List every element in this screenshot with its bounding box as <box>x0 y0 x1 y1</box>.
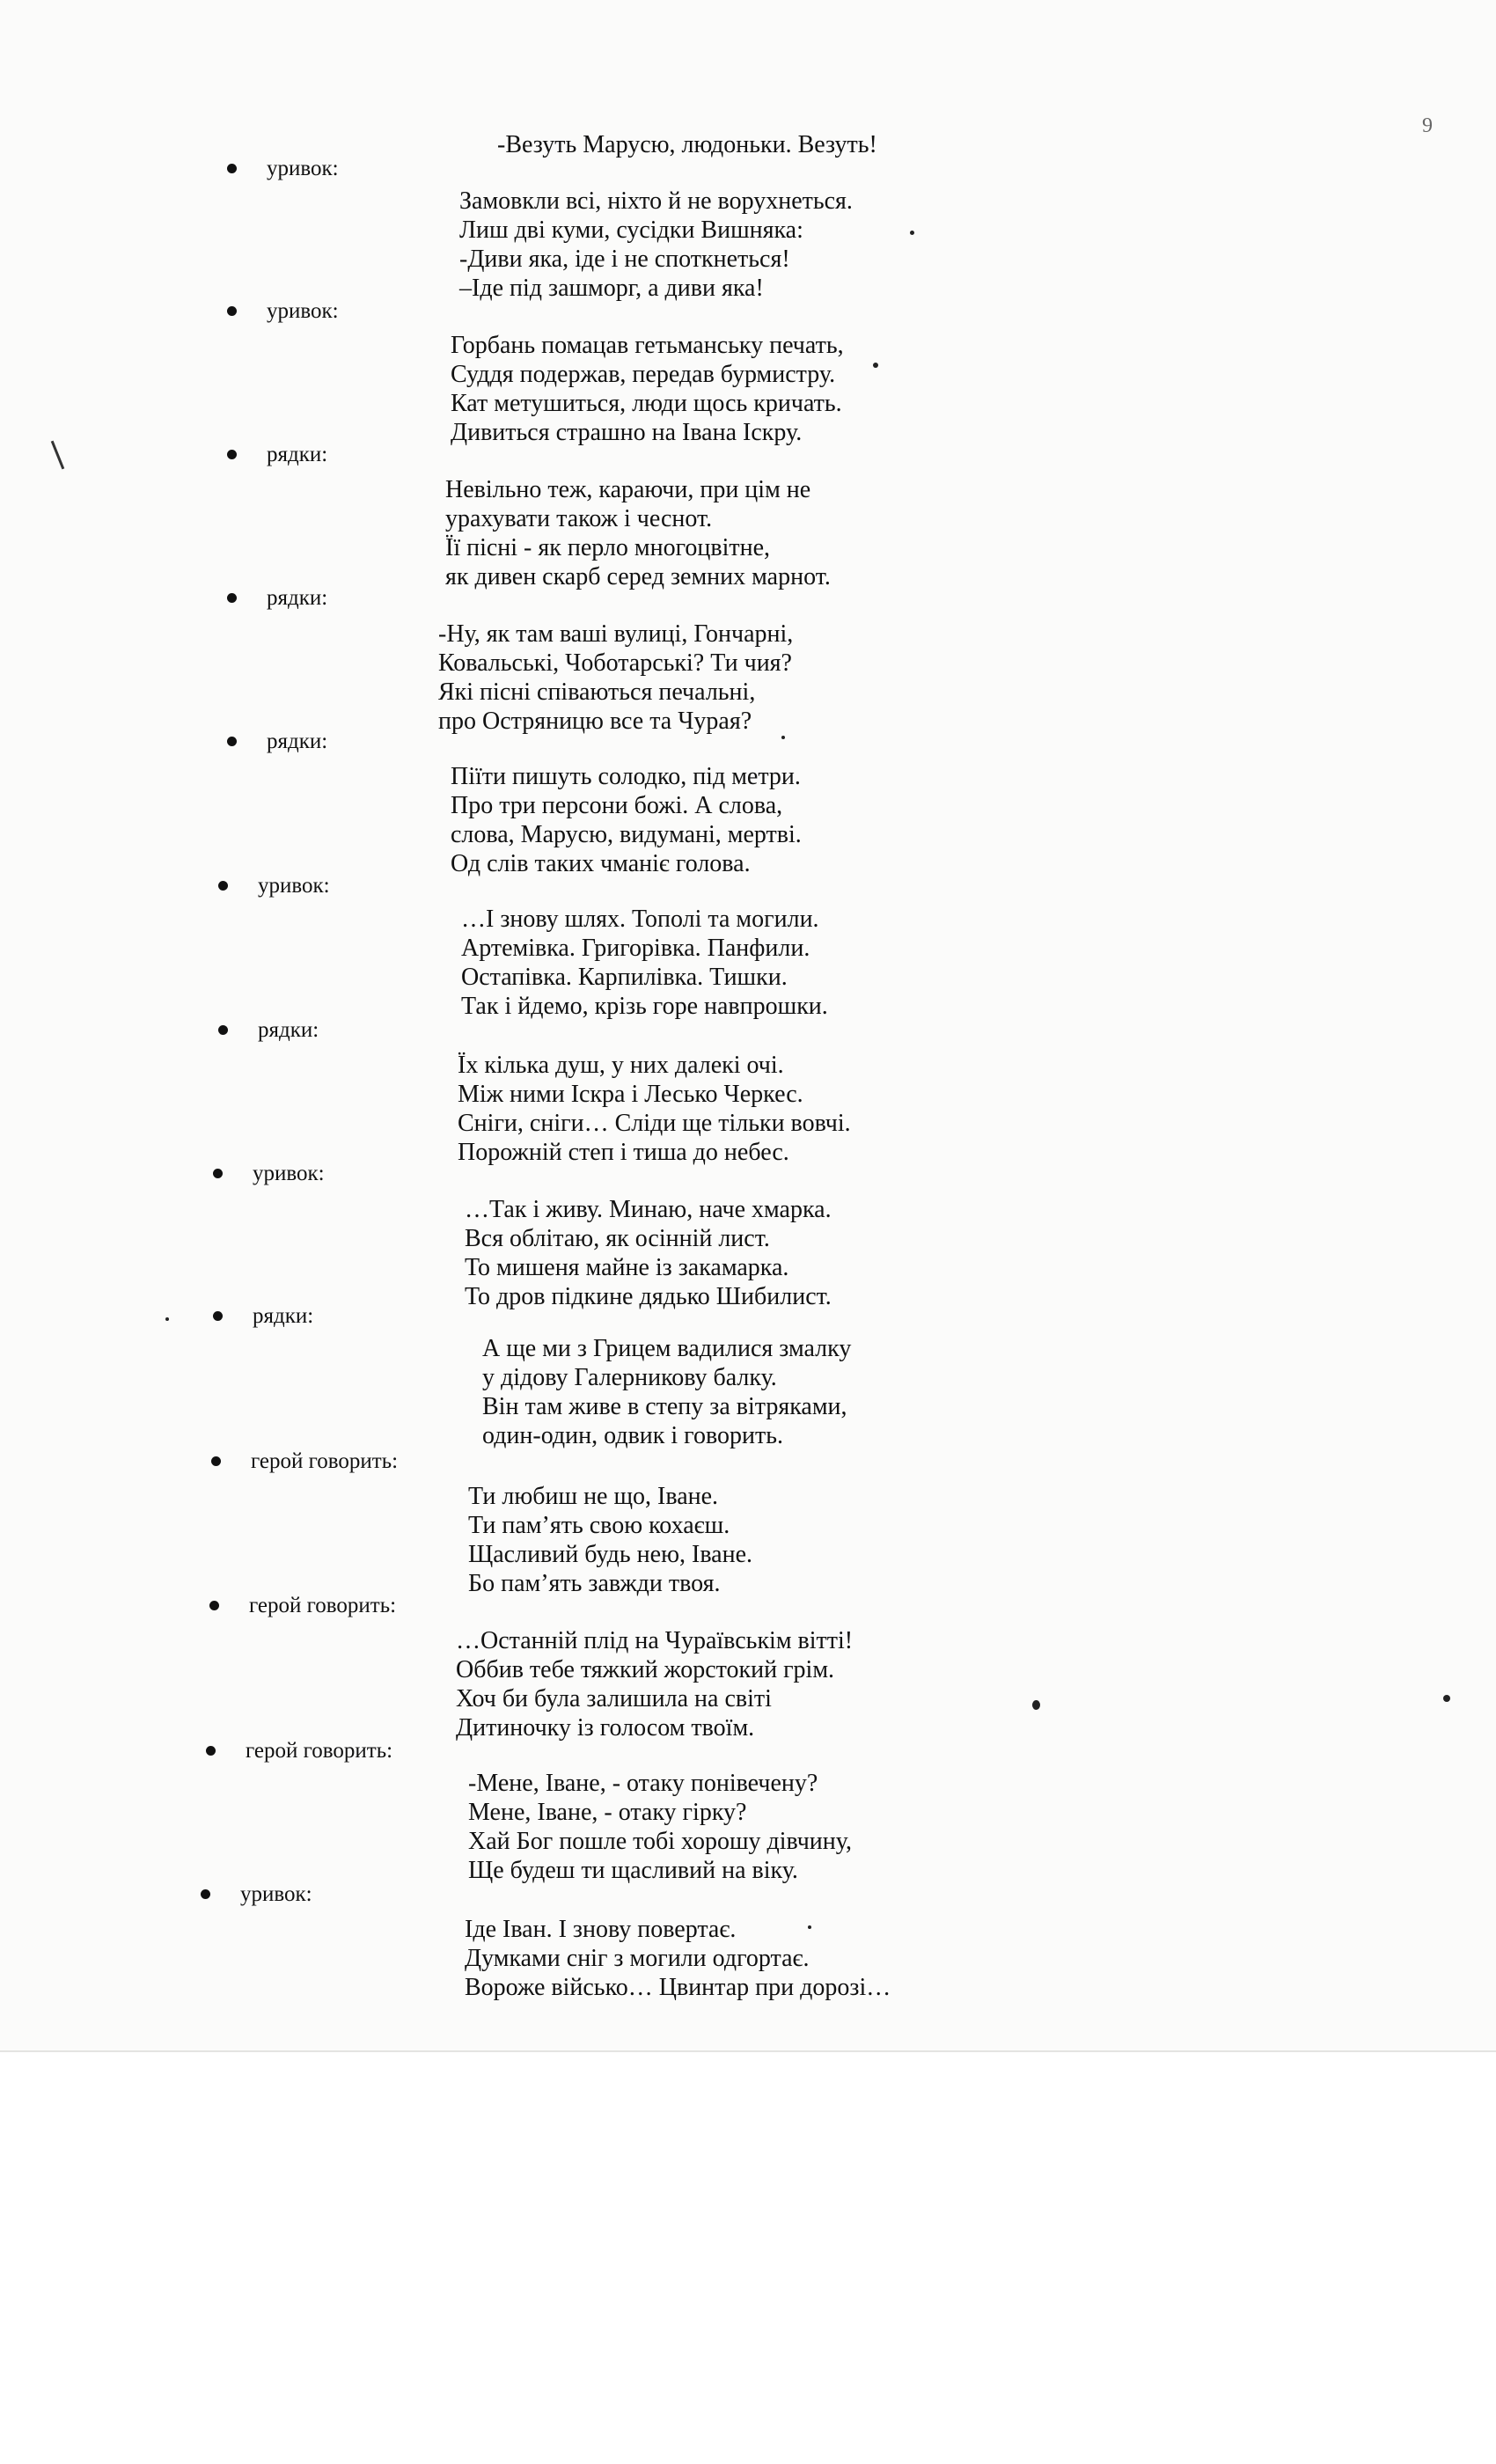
poem-stanza <box>445 475 831 591</box>
section-label-text: уривок: <box>267 299 339 323</box>
poem-line: –Іде під зашморг, а диви яка! <box>459 275 764 302</box>
poem-stanza <box>456 1626 853 1742</box>
poem-line: Артемівка. Григорівка. Панфили. <box>461 935 810 962</box>
poem-line: Порожній степ і тиша до небес. <box>458 1139 789 1166</box>
poem-line: Іде Іван. І знову повертає. <box>465 1916 737 1943</box>
section-label-text: герой говорить: <box>246 1739 393 1763</box>
bullet-icon <box>201 1889 210 1899</box>
section-label <box>227 299 339 324</box>
poem-line: …Так і живу. Минаю, наче хмарка. <box>465 1196 832 1223</box>
section-label <box>227 586 327 611</box>
poem-line: -Везуть Марусю, людоньки. Везуть! <box>497 131 877 158</box>
poem-stanza <box>451 762 802 878</box>
section-label-text: уривок: <box>253 1162 325 1185</box>
section-label-text: уривок: <box>267 157 339 180</box>
section-label-text: уривок: <box>240 1882 312 1906</box>
poem-line: Ще будеш ти щасливий на віку. <box>468 1857 798 1884</box>
section-label-text: герой говорить: <box>251 1449 399 1473</box>
ink-speck <box>808 1925 811 1929</box>
section-label-text: рядки: <box>267 730 328 753</box>
pen-mark <box>51 441 65 470</box>
poem-line: -Ну, як там ваші вулиці, Гончарні, <box>438 620 794 648</box>
poem-line: у дідову Галерникову балку. <box>482 1364 777 1391</box>
poem-stanza <box>461 905 828 1021</box>
section-label <box>213 1162 325 1186</box>
poem-line: А ще ми з Грицем вадилися змалку <box>482 1335 852 1362</box>
poem-line: …І знову шлях. Тополі та могили. <box>461 906 819 933</box>
section-label <box>218 1018 319 1043</box>
section-label-text: уривок: <box>258 874 330 898</box>
poem-line: Так і йдемо, крізь горе навпрошки. <box>461 993 828 1020</box>
poem-line: урахувати також і чеснот. <box>445 505 713 532</box>
bullet-icon <box>213 1311 223 1321</box>
bullet-icon <box>213 1169 223 1178</box>
poem-line: Сніги, сніги… Сліди ще тільки вовчі. <box>458 1110 851 1137</box>
poem-line: Мене, Іване, - отаку гірку? <box>468 1799 747 1826</box>
bullet-icon <box>227 593 237 603</box>
poem-line: як дивен скарб серед земних марнот. <box>445 563 831 590</box>
poem-stanza <box>459 187 853 303</box>
poem-line: Які пісні співаються печальні, <box>438 678 756 706</box>
poem-line: про Остряницю все та Чурая? <box>438 708 752 735</box>
poem-line: Її пісні - як перло многоцвітне, <box>445 534 771 561</box>
section-label <box>227 157 339 181</box>
poem-line: Ти любиш не що, Іване. <box>468 1483 719 1510</box>
poem-line: слова, Марусю, видумані, мертві. <box>451 821 802 848</box>
poem-line: То мишеня майне із закамарка. <box>465 1254 789 1281</box>
poem-line: -Диви яка, іде і не споткнеться! <box>459 246 790 273</box>
poem-stanza <box>438 620 793 736</box>
poem-line: Їх кілька душ, у них далекі очі. <box>458 1052 784 1079</box>
poem-line: Вся облітаю, як осінній лист. <box>465 1225 770 1252</box>
bullet-icon <box>227 737 237 746</box>
poem-stanza <box>468 1482 752 1598</box>
poem-line: -Мене, Іване, - отаку понівечену? <box>468 1770 818 1797</box>
poem-stanza <box>465 1195 832 1311</box>
poem-line: Дивиться страшно на Івана Іскру. <box>451 419 803 446</box>
poem-line: То дров підкине дядько Шибилист. <box>465 1283 832 1310</box>
poem-line: Хоч би була залишила на світі <box>456 1685 772 1712</box>
ink-speck <box>910 231 914 235</box>
poem-line: Горбань помацав гетьманську печать, <box>451 332 844 359</box>
section-label <box>206 1739 392 1764</box>
poem-line: Про три персони божі. А слова, <box>451 792 783 819</box>
poem-line: Суддя подержав, передав бурмистру. <box>451 361 836 388</box>
bullet-icon <box>227 164 237 173</box>
bullet-icon <box>211 1456 221 1466</box>
poem-line: один-один, одвик і говорить. <box>482 1422 783 1449</box>
bullet-icon <box>218 881 228 891</box>
poem-line: Остапівка. Карпилівка. Тишки. <box>461 964 788 991</box>
section-label <box>227 730 327 754</box>
ink-speck <box>781 736 785 739</box>
poem-line: Кат метушиться, люди щось кричать. <box>451 390 842 417</box>
section-label <box>213 1304 313 1329</box>
page-number: 9 <box>1422 114 1433 137</box>
ink-speck <box>165 1317 169 1321</box>
poem-line: Він там живе в степу за вітряками, <box>482 1393 847 1420</box>
poem-line: Вороже військо… Цвинтар при дорозі… <box>465 1974 891 2001</box>
poem-stanza <box>482 1334 851 1450</box>
poem-line: Оббив тебе тяжкий жорстокий грім. <box>456 1656 835 1683</box>
poem-line: Од слів таких чманіє голова. <box>451 850 751 877</box>
poem-line: Ковальські, Чоботарські? Ти чия? <box>438 649 792 677</box>
poem-line: Піїти пишуть солодко, під метри. <box>451 763 801 790</box>
section-label <box>209 1594 396 1618</box>
poem-line: Щасливий будь нею, Іване. <box>468 1541 753 1568</box>
poem-line: Думками сніг з могили одгортає. <box>465 1945 810 1972</box>
poem-line: Дитиночку із голосом твоїм. <box>456 1714 755 1742</box>
section-label <box>211 1449 398 1474</box>
section-label-text: рядки: <box>267 443 328 466</box>
bullet-icon <box>227 306 237 316</box>
section-label-text: герой говорить: <box>249 1594 397 1617</box>
bullet-icon <box>206 1746 216 1756</box>
ink-speck <box>1443 1695 1450 1702</box>
bullet-icon <box>209 1601 219 1610</box>
poem-line: …Останній плід на Чураївськім вітті! <box>456 1627 854 1654</box>
section-label <box>227 443 327 467</box>
bullet-icon <box>218 1025 228 1035</box>
poem-stanza <box>451 331 844 447</box>
ink-speck <box>1032 1700 1040 1710</box>
poem-stanza <box>458 1051 851 1167</box>
poem-stanza <box>468 1769 852 1885</box>
poem-line: Між ними Іскра і Лесько Черкес. <box>458 1081 803 1108</box>
poem-line: Хай Бог пошле тобі хорошу дівчину, <box>468 1828 852 1855</box>
poem-line: Лиш дві куми, сусідки Вишняка: <box>459 216 803 244</box>
poem-line: Ти пам’ять свою кохаєш. <box>468 1512 730 1539</box>
poem-line: Невільно теж, караючи, при цім не <box>445 476 811 503</box>
bullet-icon <box>227 450 237 459</box>
section-label-text: рядки: <box>258 1018 319 1042</box>
ink-speck <box>873 363 878 368</box>
poem-line: Бо пам’ять завжди твоя. <box>468 1570 721 1597</box>
poem-stanza <box>465 1915 891 2002</box>
poem-line: Замовкли всі, ніхто й не ворухнеться. <box>459 187 853 215</box>
opening-line <box>497 130 877 159</box>
section-label <box>201 1882 312 1907</box>
section-label-text: рядки: <box>267 586 328 610</box>
section-label-text: рядки: <box>253 1304 314 1328</box>
section-label <box>218 874 330 898</box>
